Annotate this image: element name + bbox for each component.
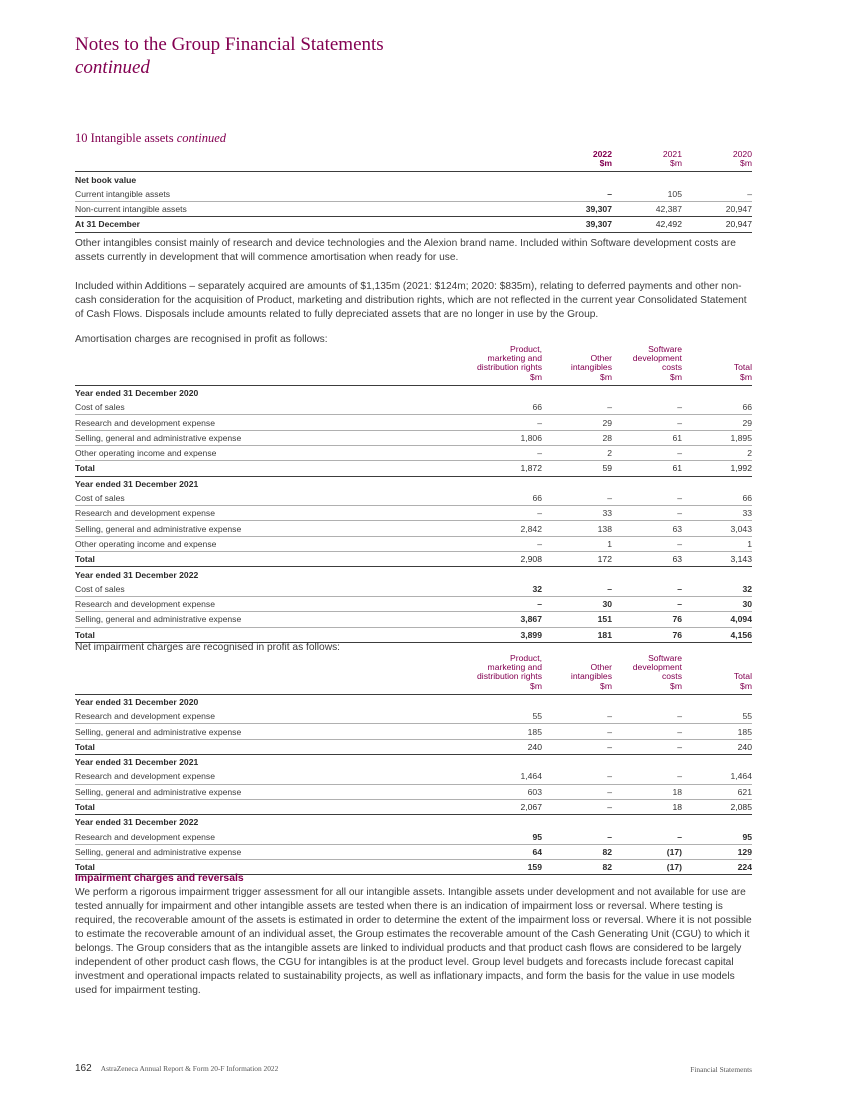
row-value: 82 [542,844,612,859]
amortisation-table [75,345,752,643]
column-header-product-rights: Product, marketing and distribution rights $m [446,654,542,694]
row-value: – [612,536,682,551]
table-row [75,446,752,461]
total-value: 181 [542,627,612,642]
paragraph-impairment: We perform a rigorous impairment trigger assessment for all our intangible assets. Intangible assets under development and not available for use are tested annually for impairment and other intangible assets are tested when there is an indication of impairment loss or reversal. Where testing is required, the recoverable amount of the assets is estimated in order to determine the extent of the impairment loss or reversal. Where it is not possible to estimate the recoverable amount of an individual asset, the Group estimates the recoverable amount of the Cash Generating Unit (CGU) to which it belongs. The Group considers that as the intangible assets are linked to individual products and that product cash flows are considered to be largely independent of other product cash flows, the CGU for intangibles is at the product level. Group level budgets and forecasts include forecast capital investment and operational impacts related to sustainability projects, as well as inflationary impacts, and form the basis for the value in use models used for impairment testing. [75,887,752,996]
total-value: 59 [542,461,612,476]
row-value: 66 [446,491,542,506]
row-value: – [612,506,682,521]
row-value: 30 [542,596,612,611]
row-value: 55 [682,709,752,724]
column-header-product-rights: Product, marketing and distribution rights $m [446,345,542,385]
row-value: – [542,784,612,799]
row-value: 3,043 [682,521,752,536]
table-row [75,769,752,784]
row-value: – [612,415,682,430]
row-value: – [542,769,612,784]
row-value: 95 [682,829,752,844]
total-label: Total [75,627,446,642]
row-value: – [542,829,612,844]
table-row: Non-current intangible assets 39,307 42,387 20,947 [75,202,752,217]
row-value: 185 [682,724,752,739]
total-value: 2,908 [446,552,542,567]
row-value: 2 [682,446,752,461]
row-label: Selling, general and administrative expense [75,612,446,627]
page-number: 162 [75,1063,92,1074]
total-value: 240 [682,739,752,754]
total-value: 240 [446,739,542,754]
paragraph-other-intangibles: Other intangibles consist mainly of research and device technologies and the Alexion brand name. Included within Software development costs are assets currently in development that will commence amortisation when ready for use. [75,238,736,263]
row-value: 1,895 [682,430,752,445]
column-header-total: Total $m [682,654,752,694]
row-value: – [612,400,682,415]
table-row [75,784,752,799]
paragraph-additions: Included within Additions – separately acquired are amounts of $1,135m (2021: $124m; 2020: $835m), relating to deferred payments and other non-cash consideration for the acquisition of Product, marketing and distribution rights, which are not reflected in the current year Consolidated Statement of Cash Flows. Disposals include amounts related to fully depreciated assets that are no longer in use by the Group. [75,281,747,320]
row-value: 29 [542,415,612,430]
table-group-heading: Year ended 31 December 2021 [75,757,199,768]
table-group-heading: Net book value [75,174,137,185]
total-value: 63 [612,552,682,567]
row-value: 18 [612,784,682,799]
row-value: 3,867 [446,612,542,627]
row-value: 33 [542,506,612,521]
row-label: Research and development expense [75,829,446,844]
row-value: 2 [542,446,612,461]
row-value: 1,464 [446,769,542,784]
table-row [75,724,752,739]
table-header-blank [75,654,446,694]
impairment-intro: Net impairment charges are recognised in profit as follows: [75,642,340,653]
row-value: – [542,709,612,724]
row-value: 29 [682,415,752,430]
table-row [75,415,752,430]
footer-report-title: AstraZeneca Annual Report & Form 20-F Information 2022 [100,1064,279,1073]
total-value: 4,156 [682,627,752,642]
total-value: 172 [542,552,612,567]
section-continued: continued [176,131,227,145]
row-value: 1,464 [682,769,752,784]
row-label: Research and development expense [75,506,446,521]
impairment-heading: Impairment charges and reversals [75,873,244,884]
row-label: Cost of sales [75,582,446,597]
net-book-value-table [75,150,752,233]
table-total-row [75,739,752,754]
row-value: – [542,582,612,597]
table-row [75,582,752,597]
row-value: 151 [542,612,612,627]
row-value: – [612,491,682,506]
row-value: (17) [612,844,682,859]
total-value: 1,872 [446,461,542,476]
table-header-blank [75,345,446,385]
table-total-row [75,552,752,567]
row-value: – [542,491,612,506]
row-label: Selling, general and administrative expense [75,784,446,799]
row-value: 63 [612,521,682,536]
page-footer [75,1063,752,1074]
total-label: Total [75,739,446,754]
row-value: 185 [446,724,542,739]
row-label: Selling, general and administrative expense [75,844,446,859]
table-row [75,430,752,445]
table-group-heading: Year ended 31 December 2021 [75,478,199,489]
row-label: Selling, general and administrative expense [75,521,446,536]
column-header-2021: 2021 $m [612,150,682,172]
row-value: 1 [542,536,612,551]
row-value: 30 [682,596,752,611]
column-header-software-costs: Software development costs $m [612,654,682,694]
row-label: Research and development expense [75,415,446,430]
row-value: – [612,446,682,461]
column-header-other-intangibles: Other intangibles $m [542,654,612,694]
table-row [75,612,752,627]
table-row [75,709,752,724]
total-label: Total [75,799,446,814]
total-value: 2,067 [446,799,542,814]
table-row [75,400,752,415]
impairment-table [75,654,752,875]
row-label: Other operating income and expense [75,536,446,551]
row-value: 129 [682,844,752,859]
total-label: Total [75,461,446,476]
total-value: – [542,799,612,814]
row-value: 66 [682,400,752,415]
section-title: 10 Intangible assets [75,131,174,145]
section-heading [75,131,226,146]
row-value: – [446,506,542,521]
table-row [75,491,752,506]
total-value: 224 [682,860,752,875]
row-value: 32 [446,582,542,597]
row-value: – [612,709,682,724]
total-value: 159 [446,860,542,875]
row-value: – [446,536,542,551]
row-label: Research and development expense [75,769,446,784]
row-value: – [446,596,542,611]
row-value: – [612,582,682,597]
table-group-heading: Year ended 31 December 2020 [75,696,199,707]
row-value: 66 [446,400,542,415]
row-value: 28 [542,430,612,445]
table-group-heading: Year ended 31 December 2022 [75,817,199,828]
total-value: 3,899 [446,627,542,642]
column-header-total: Total $m [682,345,752,385]
row-value: – [612,769,682,784]
row-value: 76 [612,612,682,627]
row-label: Research and development expense [75,596,446,611]
row-value: – [542,400,612,415]
row-value: 55 [446,709,542,724]
row-value: 66 [682,491,752,506]
total-value: 2,085 [682,799,752,814]
table-row [75,844,752,859]
row-value: 621 [682,784,752,799]
column-header-software-costs: Software development costs $m [612,345,682,385]
row-value: 2,842 [446,521,542,536]
row-value: 4,094 [682,612,752,627]
table-row [75,506,752,521]
row-label: Selling, general and administrative expense [75,430,446,445]
row-label: Selling, general and administrative expense [75,724,446,739]
total-label: Total [75,552,446,567]
row-value: 95 [446,829,542,844]
table-row [75,596,752,611]
table-total-row [75,461,752,476]
column-header-2020: 2020 $m [682,150,752,172]
page-subtitle: continued [75,57,150,78]
table-row: Current intangible assets – 105 – [75,187,752,202]
table-header-blank [75,150,542,172]
total-value: 18 [612,799,682,814]
table-group-heading: Year ended 31 December 2022 [75,569,199,580]
row-label: Research and development expense [75,709,446,724]
footer-section-name: Financial Statements [690,1065,752,1074]
row-value: – [542,724,612,739]
row-label: Other operating income and expense [75,446,446,461]
amortisation-intro: Amortisation charges are recognised in profit as follows: [75,334,328,345]
table-total-row [75,799,752,814]
table-row [75,521,752,536]
row-value: 33 [682,506,752,521]
total-value: 1,992 [682,461,752,476]
row-value: – [612,596,682,611]
row-value: 138 [542,521,612,536]
table-row [75,829,752,844]
total-value: – [612,739,682,754]
total-label: Total [75,860,446,875]
row-value: 32 [682,582,752,597]
table-total-row: At 31 December 39,307 42,492 20,947 [75,217,752,232]
table-group-heading: Year ended 31 December 2020 [75,387,199,398]
row-value: 61 [612,430,682,445]
total-value: 76 [612,627,682,642]
row-label: Cost of sales [75,491,446,506]
row-label: Cost of sales [75,400,446,415]
total-value: 61 [612,461,682,476]
row-value: – [612,724,682,739]
row-value: – [446,446,542,461]
total-value: (17) [612,860,682,875]
row-value: 603 [446,784,542,799]
row-value: 64 [446,844,542,859]
row-value: – [612,829,682,844]
total-value: – [542,739,612,754]
row-value: – [446,415,542,430]
row-value: 1 [682,536,752,551]
total-value: 82 [542,860,612,875]
table-row [75,536,752,551]
row-value: 1,806 [446,430,542,445]
page-title: Notes to the Group Financial Statements [75,34,384,55]
total-value: 3,143 [682,552,752,567]
column-header-other-intangibles: Other intangibles $m [542,345,612,385]
column-header-2022: 2022 $m [542,150,612,172]
